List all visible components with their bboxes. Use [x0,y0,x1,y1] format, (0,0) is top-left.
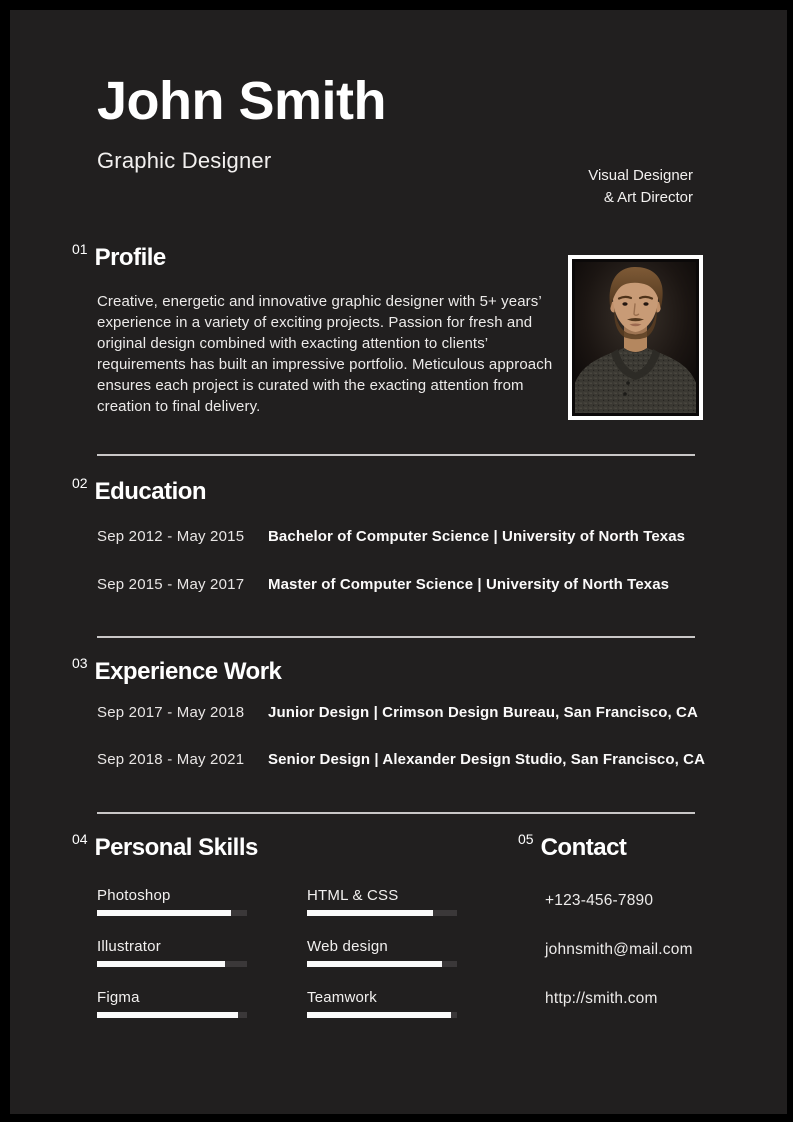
section-number: 04 [72,831,88,847]
skill-item [97,887,247,916]
section-number: 01 [72,241,88,257]
education-row [97,575,669,595]
contact-website: http://smith.com [545,990,658,1007]
experience-dates: Sep 2017 - May 2018 [97,704,245,721]
section-title: Personal Skills [94,834,258,861]
skill-bar [307,961,457,967]
experience-description: Senior Design | Alexander Design Studio, San Francisco, CA [268,751,706,768]
skill-item [307,989,457,1018]
skill-bar [97,1012,247,1018]
education-description: Master of Computer Science | University of North Texas [268,576,670,593]
skill-bar-fill [307,910,433,916]
section-title: Education [94,478,207,505]
portrait-photo [575,262,696,413]
side-role [588,165,693,209]
job-title: Graphic Designer [97,148,272,173]
contact-phone: +123-456-7890 [545,892,654,909]
skill-item [307,887,457,916]
skill-bar [307,1012,457,1018]
section-divider [97,812,695,814]
contact-list [545,892,693,1008]
profile-text: Creative, energetic and innovative graphic designer with 5+ years’ experience in a variety of exciting projects. Passion for fresh and original design combined with exacting attention to clients’ requirements has built an impressive portfolio. Meticulous approach ensures each project is curated with the exacting attention from creation to final delivery. [97,293,553,415]
contact-email: johnsmith@mail.com [545,941,693,958]
section-title: Contact [540,834,627,861]
skill-bar [97,961,247,967]
resume-canvas [10,10,787,1114]
skill-bar [307,910,457,916]
contact-section-heading [518,833,626,863]
experience-description: Junior Design | Crimson Design Bureau, San Francisco, CA [268,704,698,721]
skill-bar-fill [307,1012,451,1018]
education-row [97,527,685,547]
skill-bar-fill [97,910,231,916]
education-section-heading [72,477,206,507]
side-role-line1: Visual Designer [588,167,693,184]
experience-section-heading [72,657,281,687]
experience-row [97,750,705,770]
section-number: 02 [72,475,88,491]
side-role-line2: & Art Director [603,189,693,206]
skill-bar-fill [307,961,442,967]
skill-bar [97,910,247,916]
skill-item [307,938,457,967]
skill-label: Figma [97,989,140,1006]
section-title: Profile [94,244,166,271]
skill-bar-fill [97,1012,238,1018]
profile-section-heading [72,243,166,273]
section-number: 03 [72,655,88,671]
skill-label: Photoshop [97,887,171,904]
education-description: Bachelor of Computer Science | University of North Texas [268,528,686,545]
section-divider [97,636,695,638]
skill-item [97,989,247,1018]
education-dates: Sep 2015 - May 2017 [97,576,245,593]
section-divider [97,454,695,456]
page-title: John Smith [97,71,386,131]
skills-section-heading [72,833,258,863]
skills-grid [97,887,457,1018]
section-number: 05 [518,831,534,847]
experience-dates: Sep 2018 - May 2021 [97,751,245,768]
skill-bar-fill [97,961,225,967]
skill-item [97,938,247,967]
section-title: Experience Work [94,658,282,685]
photo-frame [568,255,703,420]
skill-label: Teamwork [307,989,377,1006]
skill-label: HTML & CSS [307,887,399,904]
skill-label: Illustrator [97,938,161,955]
skill-label: Web design [307,938,388,955]
education-dates: Sep 2012 - May 2015 [97,528,245,545]
experience-row [97,703,698,723]
